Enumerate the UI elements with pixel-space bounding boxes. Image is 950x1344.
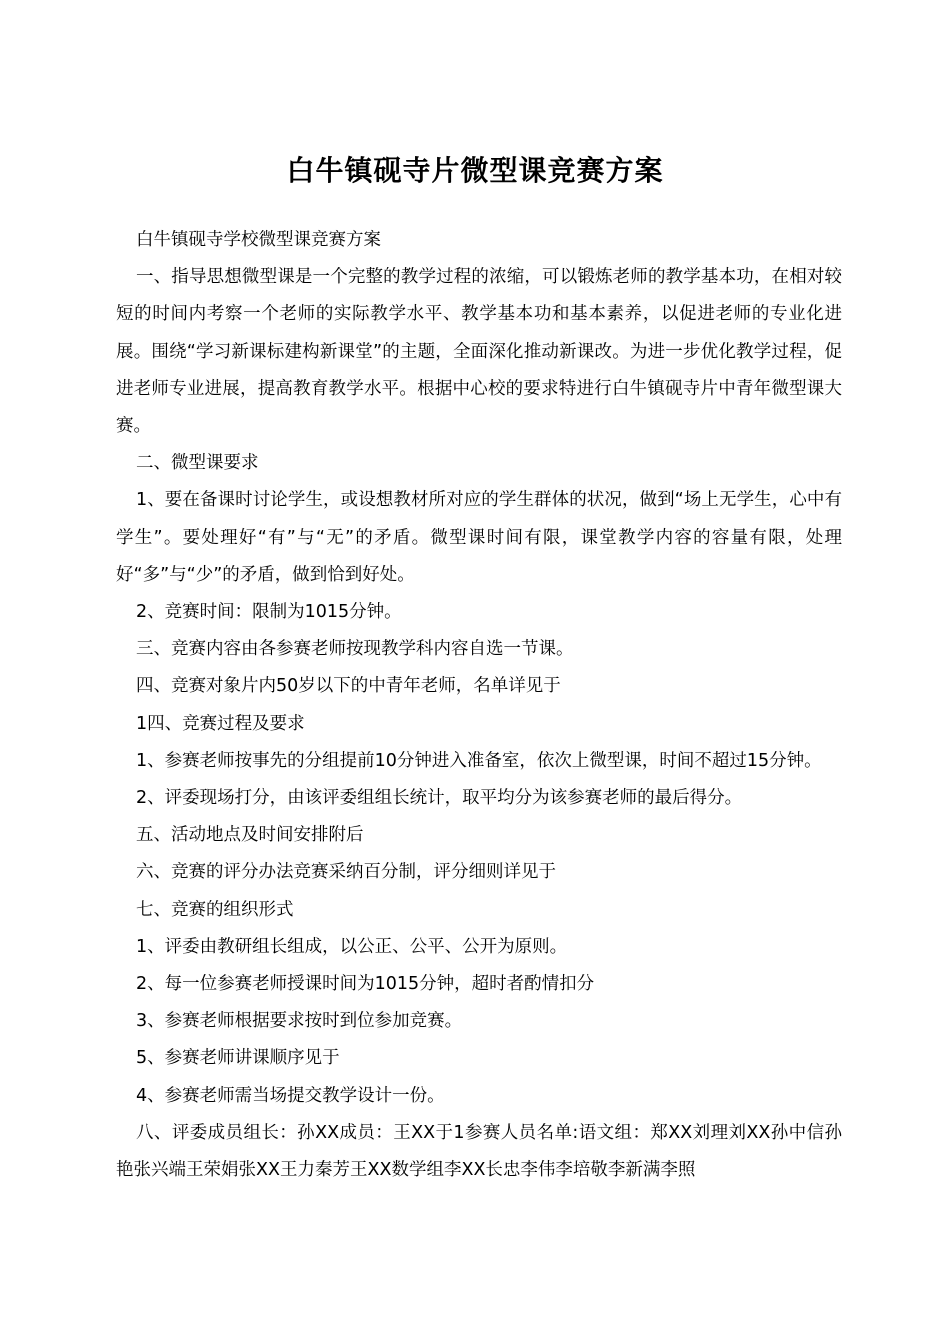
- paragraph-subtitle: 白牛镇砚寺学校微型课竞赛方案: [136, 230, 381, 250]
- paragraph-requirement-1: 1、要在备课时讨论学生，或设想教材所对应的学生群体的状况，做到“场上无学生，心中有学生”。要处理好“有”与“无”的矛盾。微型课时间有限，课堂教学内容的容量有限，处理好“多”与“少”的矛盾，做到恰到好处。: [116, 490, 842, 585]
- paragraph-organization-5: 5、参赛老师讲课顺序见于: [136, 1048, 340, 1069]
- paragraph-organization-2: 2、每一位参赛老师授课时间为1015分钟，超时者酌情扣分: [136, 974, 595, 995]
- paragraph-process-2: 2、评委现场打分，由该评委组组长统计，取平均分为该参赛老师的最后得分。: [136, 788, 743, 809]
- paragraph-section-3: 三、竞赛内容由各参赛老师按现教学科内容自选一节课。: [136, 639, 574, 660]
- paragraph-section-5: 五、活动地点及时间安排附后: [136, 825, 364, 846]
- paragraph-requirement-2: 2、竞赛时间：限制为1015分钟。: [136, 602, 402, 623]
- document-body: [116, 222, 842, 1189]
- paragraph-organization-1: 1、评委由教研组长组成，以公正、公平、公开为原则。: [136, 936, 568, 957]
- paragraph-guiding-ideology: 一、指导思想微型课是一个完整的教学过程的浓缩，可以锻炼老师的教学基本功，在相对较短的时间内考察一个老师的实际教学水平、教学基本功和基本素养，以促进老师的专业化进展。围绕“学习新课标建构新课堂”的主题，全面深化推动新课改。为进一步优化教学过程，促进老师专业进展，提高教育教学水平。根据中心校的要求特进行白牛镇砚寺片中青年微型课大赛。: [116, 267, 842, 437]
- paragraph-section-7-heading: 七、竞赛的组织形式: [136, 899, 294, 920]
- paragraph-section-6: 六、竞赛的评分办法竞赛采纳百分制，评分细则详见于: [136, 862, 556, 883]
- paragraph-section-2-heading: 二、微型课要求: [136, 453, 259, 474]
- paragraph-organization-4: 4、参赛老师需当场提交教学设计一份。: [136, 1085, 445, 1106]
- paragraph-section-4: 四、竞赛对象片内50岁以下的中青年老师，名单详见于: [136, 676, 561, 697]
- paragraph-section-8: 八、评委成员组长：孙XX成员：王XX于1参赛人员名单:语文组：郑XX刘理刘XX孙中信孙艳张兴端王荣娟张XX王力秦芳王XX数学组李XX长忠李伟李培敬李新满李照: [116, 1122, 842, 1181]
- paragraph-process-1: 1、参赛老师按事先的分组提前10分钟进入准备室，依次上微型课，时间不超过15分钟。: [136, 750, 822, 771]
- paragraph-organization-3: 3、参赛老师根据要求按时到位参加竞赛。: [136, 1011, 463, 1032]
- paragraph-process-heading: 1四、竞赛过程及要求: [136, 713, 305, 734]
- document-title: 白牛镇砚寺片微型课竞赛方案: [286, 153, 664, 187]
